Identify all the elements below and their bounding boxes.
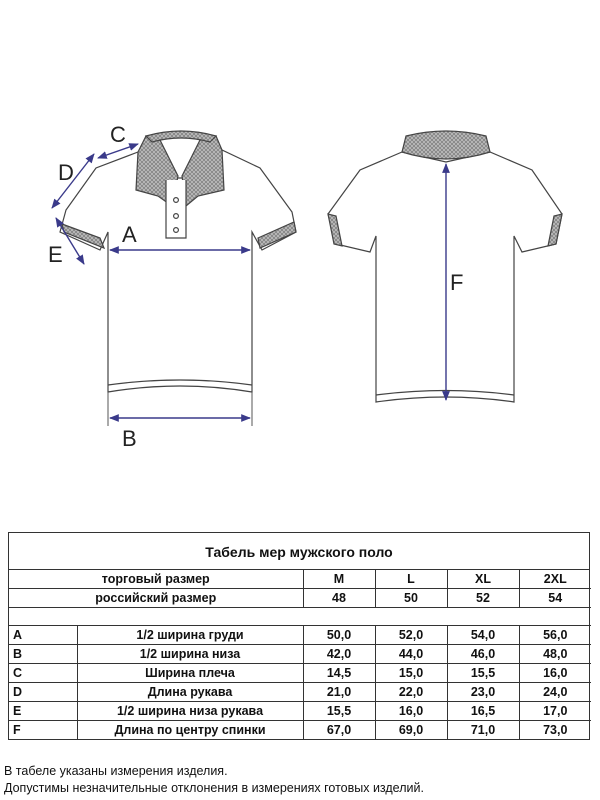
label-d: D: [58, 160, 74, 185]
label-b: B: [122, 426, 137, 451]
front-view: [60, 131, 296, 392]
front-collar-band: [146, 131, 216, 142]
row-name: Длина рукава: [77, 683, 303, 702]
row-name: Длина по центру спинки: [77, 721, 303, 740]
row-name: 1/2 ширина низа рукава: [77, 702, 303, 721]
row-code: E: [9, 702, 77, 721]
row-code: D: [9, 683, 77, 702]
size-header: M: [303, 570, 375, 589]
row-value: 44,0: [375, 645, 447, 664]
size-header: XL: [447, 570, 519, 589]
back-body: [328, 152, 562, 402]
table-row: [9, 626, 591, 645]
row-code: B: [9, 645, 77, 664]
russian-size: 52: [447, 589, 519, 608]
row-value: 15,5: [303, 702, 375, 721]
table-row: [9, 645, 591, 664]
row-value: 16,5: [447, 702, 519, 721]
table-row: [9, 683, 591, 702]
row-value: 23,0: [447, 683, 519, 702]
trade-size-row: [9, 570, 591, 589]
note-line-1: В табеле указаны измерения изделия.: [4, 764, 228, 778]
row-value: 16,0: [375, 702, 447, 721]
row-code: F: [9, 721, 77, 740]
row-value: 52,0: [375, 626, 447, 645]
row-value: 24,0: [519, 683, 591, 702]
size-header: L: [375, 570, 447, 589]
table-title: Табель мер мужского поло: [9, 533, 589, 570]
row-value: 21,0: [303, 683, 375, 702]
table-row: [9, 664, 591, 683]
spacer-row: [9, 608, 591, 626]
row-value: 56,0: [519, 626, 591, 645]
row-value: 48,0: [519, 645, 591, 664]
row-value: 15,0: [375, 664, 447, 683]
russian-size: 48: [303, 589, 375, 608]
row-name: 1/2 ширина низа: [77, 645, 303, 664]
notes: [4, 763, 424, 797]
russian-size: 54: [519, 589, 591, 608]
row-code: C: [9, 664, 77, 683]
row-value: 16,0: [519, 664, 591, 683]
row-value: 42,0: [303, 645, 375, 664]
russian-size-label: российский размер: [9, 589, 303, 608]
row-value: 14,5: [303, 664, 375, 683]
row-value: 46,0: [447, 645, 519, 664]
row-name: Ширина плеча: [77, 664, 303, 683]
button-2: [174, 214, 179, 219]
table-row: [9, 702, 591, 721]
row-value: 17,0: [519, 702, 591, 721]
russian-size: 50: [375, 589, 447, 608]
back-collar: [402, 131, 490, 159]
row-name: 1/2 ширина груди: [77, 626, 303, 645]
label-f: F: [450, 270, 464, 295]
label-e: E: [48, 242, 63, 267]
table-row: [9, 721, 591, 740]
label-c: C: [110, 122, 126, 147]
note-line-2: Допустимы незначительные отклонения в измерениях готовых изделий.: [4, 781, 424, 795]
measurements-table: [9, 570, 591, 739]
row-value: 15,5: [447, 664, 519, 683]
label-a: A: [122, 222, 137, 247]
russian-size-row: [9, 589, 591, 608]
row-value: 50,0: [303, 626, 375, 645]
size-header: 2XL: [519, 570, 591, 589]
size-table: [8, 532, 590, 740]
row-code: A: [9, 626, 77, 645]
back-view: [328, 131, 562, 402]
row-value: 54,0: [447, 626, 519, 645]
trade-size-label: торговый размер: [9, 570, 303, 589]
row-value: 22,0: [375, 683, 447, 702]
button-1: [174, 198, 179, 203]
row-value: 67,0: [303, 721, 375, 740]
button-3: [174, 228, 179, 233]
row-value: 73,0: [519, 721, 591, 740]
row-value: 69,0: [375, 721, 447, 740]
row-value: 71,0: [447, 721, 519, 740]
